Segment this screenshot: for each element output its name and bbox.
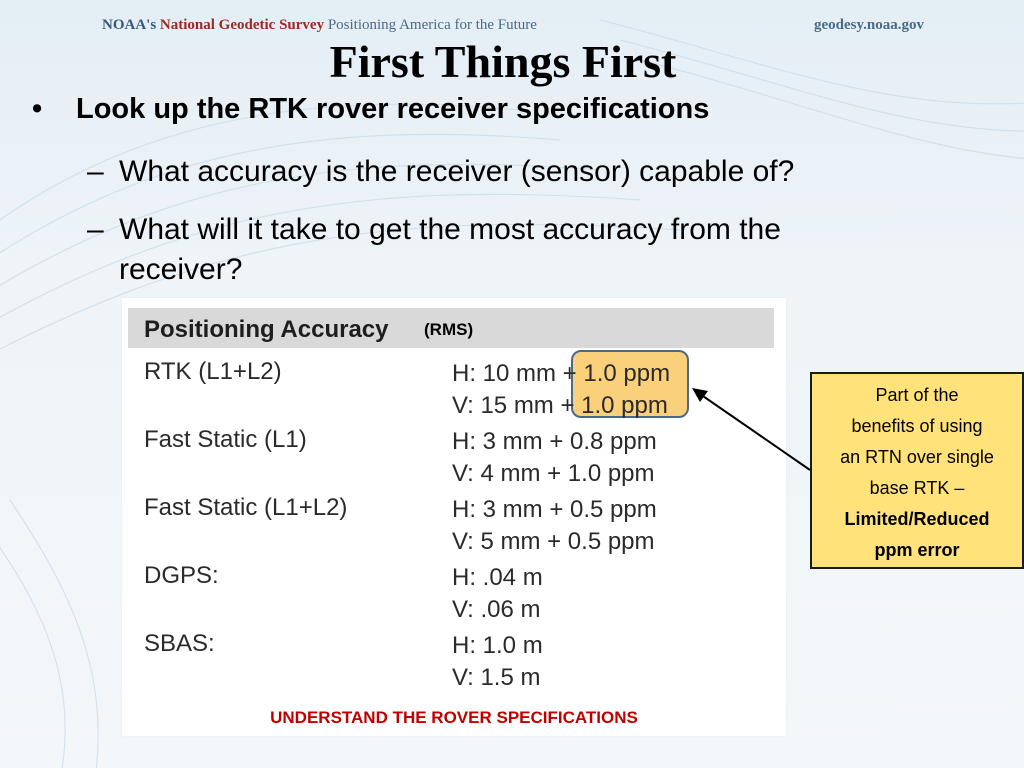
- row-horizontal: H: 3 mm + 0.8 ppm: [452, 428, 657, 455]
- row-vertical: V: 15 mm + 1.0 ppm: [452, 392, 668, 419]
- row-values: [452, 426, 657, 490]
- sub-bullet-2-text-line1: What will it take to get the most accuracy from the: [119, 213, 781, 246]
- sub-bullet-1-text: What accuracy is the receiver (sensor) capable of?: [119, 155, 795, 188]
- sub-bullet-1: [87, 152, 794, 192]
- table-row: [122, 424, 786, 490]
- callout-line: base RTK –: [869, 478, 965, 498]
- row-horizontal: H: 1.0 m: [452, 632, 543, 659]
- row-vertical: V: 5 mm + 0.5 ppm: [452, 528, 655, 555]
- row-values: [452, 494, 657, 558]
- row-vertical: V: 4 mm + 1.0 ppm: [452, 460, 655, 487]
- row-vertical: V: .06 m: [452, 596, 541, 623]
- row-mode: Fast Static (L1+L2): [144, 494, 348, 521]
- sub-bullet-dash: –: [87, 213, 104, 246]
- row-mode: SBAS:: [144, 630, 215, 657]
- banner-website[interactable]: geodesy.noaa.gov: [813, 17, 924, 33]
- row-mode: RTK (L1+L2): [144, 358, 282, 385]
- banner-survey-name: National Geodetic Survey: [159, 17, 325, 33]
- slide-title: First Things First: [329, 36, 677, 87]
- spec-heading: Positioning Accuracy: [144, 316, 389, 343]
- sub-bullet-dash: –: [87, 155, 104, 188]
- main-bullet-text: Look up the RTK rover receiver specifications: [76, 93, 710, 125]
- table-row: [122, 560, 786, 626]
- row-horizontal: H: 10 mm + 1.0 ppm: [452, 360, 671, 387]
- main-bullet: [32, 93, 709, 126]
- row-mode: DGPS:: [144, 562, 219, 589]
- sub-bullet-2: [87, 210, 967, 290]
- row-vertical: V: 1.5 m: [452, 664, 541, 691]
- callout-line: an RTN over single: [840, 447, 994, 467]
- banner-org: NOAA's: [102, 17, 157, 33]
- banner-tagline: Positioning America for the Future: [327, 17, 537, 33]
- row-mode: Fast Static (L1): [144, 426, 307, 453]
- banner-branding: [102, 17, 537, 34]
- table-row: [122, 356, 786, 422]
- callout-emphasis: ppm error: [874, 540, 960, 560]
- row-values: [452, 358, 670, 422]
- callout-emphasis: Limited/Reduced: [844, 509, 990, 529]
- sub-bullet-2-text-line2: receiver?: [119, 253, 243, 286]
- table-row: [122, 628, 786, 694]
- row-horizontal: H: .04 m: [452, 564, 543, 591]
- row-horizontal: H: 3 mm + 0.5 ppm: [452, 496, 657, 523]
- spec-sheet: [122, 298, 786, 736]
- spec-heading-note: (RMS): [424, 320, 474, 339]
- row-values: [452, 562, 543, 626]
- bullet-dot-icon: •: [32, 93, 43, 125]
- spec-table-header: [128, 308, 774, 348]
- row-values: [452, 630, 543, 694]
- spec-footer-note: UNDERSTAND THE ROVER SPECIFICATIONS: [270, 708, 638, 727]
- callout-line: benefits of using: [851, 416, 983, 436]
- callout-line: Part of the: [875, 385, 959, 405]
- table-row: [122, 492, 786, 558]
- callout-box: [810, 372, 1024, 569]
